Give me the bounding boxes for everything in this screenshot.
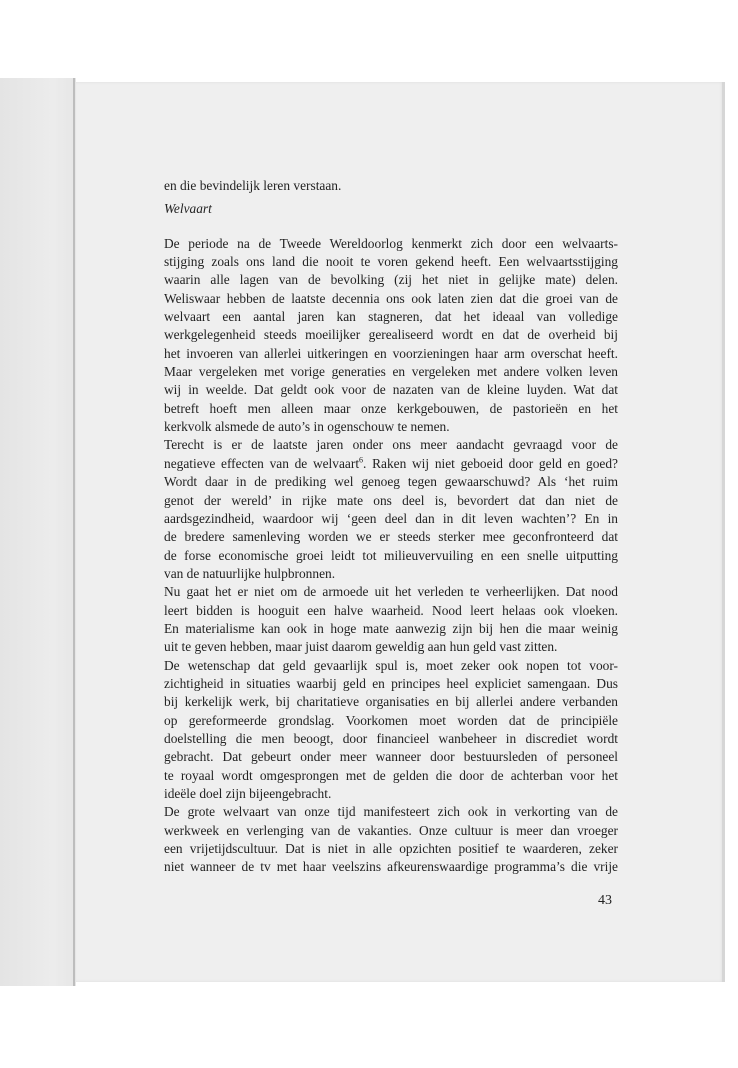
text-line: Wordt daar in de prediking wel genoeg tegen gewaarschuwd? Als ‘het ruim <box>164 474 618 490</box>
text-line: een vrijetijdscultuur. Dat is niet in alle opzichten positief te waarderen, zeker <box>164 841 618 857</box>
text-line: negatieve effecten van de welvaart$^6$. Raken wij niet geboeid door geld en goed? <box>164 455 618 471</box>
text-line: wij in weelde. Dat geldt ook voor de nazaten van de kleine luyden. Wat dat <box>164 382 618 398</box>
text-line: De grote welvaart van onze tijd manifesteert zich ook in verkorting van de <box>164 804 618 820</box>
paragraph <box>164 235 618 437</box>
text-line: het invoeren van allerlei uitkeringen en voorzieningen haar arm overschat heeft. <box>164 345 618 361</box>
text-line: van de natuurlijke hulpbronnen. <box>164 565 336 581</box>
text-line: op gereformeerde grondslag. Voorkomen moet worden dat de principiële <box>164 712 618 728</box>
text-line: gebracht. Dat gebeurt onder meer wanneer door bestuursleden of personeel <box>164 749 618 765</box>
text-line: niet wanneer de tv met haar veelszins afkeurenswaardige programma’s die vrije <box>164 859 618 875</box>
text-line: betreft hoeft men alleen maar onze kerkgebouwen, de pastorieën en het <box>164 400 618 416</box>
text-line: Maar vergeleken met vorige generaties en vergeleken met andere volken leven <box>164 364 618 380</box>
text-line: werkweek en verlenging van de vakanties. Onze cultuur is meer dan vroeger <box>164 822 618 838</box>
paragraph <box>164 583 618 656</box>
paragraph <box>164 803 618 876</box>
text-line: stijging zoals ons land die nooit te voren gekend heeft. Een welvaartsstijging <box>164 254 618 270</box>
text-line: ideële doel zijn bijeengebracht. <box>164 786 332 801</box>
text-line: te royaal wordt omgesprongen met de gelden die door de achterban voor het <box>164 767 618 783</box>
opening-line: en die bevindelijk leren verstaan. <box>164 178 342 193</box>
paragraph <box>164 436 618 583</box>
page-body-text <box>164 177 618 877</box>
text-line: welvaart een aantal jaren kan stagneren, dat het ideaal van volledige <box>164 309 618 325</box>
text-line: zichtigheid in situaties waarbij geld en principes heel expliciet samengaan. Dus <box>164 675 618 691</box>
paragraph <box>164 657 618 804</box>
text-line: leert bidden is hooguit een halve waarheid. Nood leert helaas ook vloeken. <box>164 602 618 618</box>
text-line: uit te geven hebben, maar juist daarom geweldig aan hun geld vast zitten. <box>164 639 558 655</box>
page-number: 43 <box>598 893 612 908</box>
paragraphs <box>164 235 618 877</box>
section-heading: Welvaart <box>164 201 212 217</box>
text-line: En materialisme kan ook in hoge mate aanwezig zijn bij hen die maar weinig <box>164 620 618 636</box>
text-line: bij kerkelijk werk, bij charitatieve organisaties en bij allerlei andere verbanden <box>164 694 618 710</box>
text-line: De periode na de Tweede Wereldoorlog kenmerkt zich door een welvaarts- <box>164 235 618 251</box>
page-edge <box>722 82 725 982</box>
text-line: genot der wereld’ in rijke mate ons deel is, bevordert dat dan niet de <box>164 492 618 508</box>
text-line: Terecht is er de laatste jaren onder ons meer aandacht gevraagd voor de <box>164 437 618 453</box>
text-line: doelstelling die men beoogt, door financieel wanbeheer in discrediet wordt <box>164 730 618 746</box>
text-line: de bredere samenleving worden we er steeds sterker mee geconfronteerd dat <box>164 529 618 545</box>
text-line: de forse economische groei leidt tot milieuvervuiling en een snelle uitputting <box>164 547 618 563</box>
text-line: Nu gaat het er niet om de armoede uit het verleden te verheerlijken. Dat nood <box>164 584 618 600</box>
text-line: De wetenschap dat geld gevaarlijk spul is, moet zeker ook nopen tot voor- <box>164 657 618 673</box>
text-line: Weliswaar hebben de laatste decennia ons ook laten zien dat die groei van de <box>164 290 618 306</box>
text-line: aardsgezindheid, waardoor wij ‘geen deel dan in dit leven wachten’? En in <box>164 510 618 526</box>
book-gutter <box>0 78 76 986</box>
text-line: werkgelegenheid steeds moeilijker gerealiseerd wordt en dat de overheid bij <box>164 327 618 343</box>
text-line: waarin alle lagen van de bevolking (zij het niet in gelijke mate) delen. <box>164 272 618 288</box>
gutter-fold-line <box>73 78 75 986</box>
text-line: kerkvolk alsmede de auto’s in ogenschouw te nemen. <box>164 419 450 435</box>
